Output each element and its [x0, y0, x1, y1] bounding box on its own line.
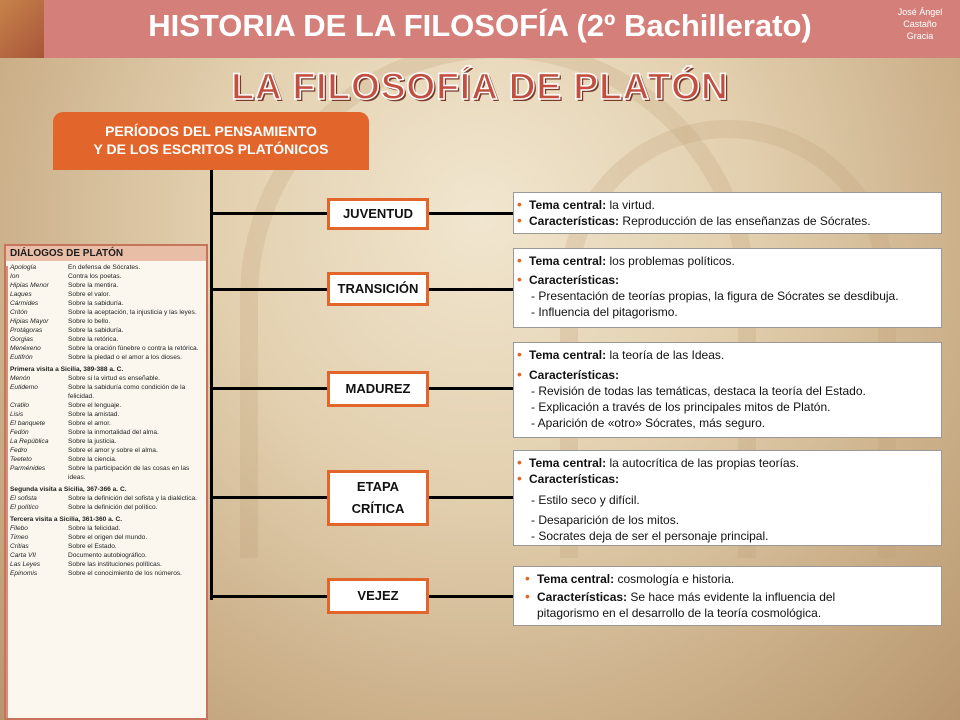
dialogue-description: Sobre la oración fúnebre o contra la retórica.	[68, 345, 199, 352]
dialogue-name: Cármides	[10, 300, 39, 307]
bullet-icon: •	[517, 271, 522, 287]
stage-etapa-critica: ETAPA CRÍTICA	[327, 470, 429, 526]
bullet-icon: •	[517, 366, 522, 382]
connector-line	[210, 387, 327, 390]
dialogue-name: Fedro	[10, 447, 28, 454]
dialogue-row	[10, 281, 202, 290]
dialogue-name: Teeteto	[10, 456, 32, 463]
dialogue-description: Sobre el conocimiento de los números.	[68, 570, 182, 577]
dialogos-panel	[4, 244, 208, 720]
dialogue-row	[10, 290, 202, 299]
author-name: José Ángel Castaño Gracia	[897, 7, 943, 41]
info-etapa-critica: • Tema central: la autocrítica de las propias teorías. • Características: - Estilo seco y difícil. - Desaparición de los mitos. - Socrates deja de ser el personaje principal.	[513, 450, 942, 546]
info-transicion: • Tema central: los problemas políticos. • Características: - Presentación de teorías propias, la figura de Sócrates se desdibuja. - Influencia del pitagorismo.	[513, 248, 942, 328]
dialogue-row	[10, 524, 202, 533]
timeline-trunk	[210, 170, 213, 600]
dialogue-row	[10, 299, 202, 308]
dialogue-row	[10, 410, 202, 419]
dialogue-row	[10, 446, 202, 455]
bullet-icon: •	[517, 454, 522, 470]
stage-juventud: JUVENTUD	[327, 198, 429, 230]
dialogue-description: Sobre la definición del sofista y la dialéctica.	[68, 495, 198, 502]
dialogue-name: Fedón	[10, 429, 29, 436]
dialogue-row	[10, 428, 202, 437]
dialogue-description: Sobre la sabiduría.	[68, 300, 124, 307]
dialogue-row	[10, 326, 202, 335]
dialogue-description: Sobre la inmortalidad del alma.	[68, 429, 159, 436]
dialogos-list	[6, 261, 206, 578]
dialogue-description: Sobre el origen del mundo.	[68, 534, 148, 541]
connector-line	[210, 496, 327, 499]
dialogue-description: Sobre el amor.	[68, 420, 111, 427]
dialogue-row	[10, 551, 202, 560]
dialogue-name: Gorgias	[10, 336, 34, 343]
dialogue-row	[10, 317, 202, 326]
dialogue-row	[10, 308, 202, 317]
stage-vejez: VEJEZ	[327, 578, 429, 614]
dialogue-name: La República	[10, 438, 49, 445]
stage-transicion: TRANSICIÓN	[327, 272, 429, 306]
dialogue-row	[10, 503, 202, 512]
dialogue-name: El banquete	[10, 420, 46, 427]
dialogue-row	[10, 401, 202, 410]
dialogue-description: Sobre la retórica.	[68, 336, 119, 343]
connector-line	[429, 387, 513, 390]
connector-line	[429, 212, 513, 215]
connector-line	[429, 595, 513, 598]
dialogue-name: Hipias Mayor	[10, 318, 49, 325]
dialogue-name: Critias	[10, 543, 29, 550]
dialogue-name: Eutidemo	[10, 384, 38, 391]
dialogue-description: Sobre la mentira.	[68, 282, 119, 289]
dialogue-description: Sobre la participación de las cosas en las ideas.	[68, 465, 190, 481]
dialogue-name: El sofista	[10, 495, 37, 502]
dialogue-name: Epinomis	[10, 570, 38, 577]
info-madurez: • Tema central: la teoría de las Ideas. • Características: - Revisión de todas las temáticas, destaca la teoría del Estado. - Explicación a través de los principales mitos de Platón. - Aparición de «otro» Sócrates, más seguro.	[513, 342, 942, 438]
section-heading: Segunda visita a Sicilia, 367-366 a. C.	[10, 486, 127, 493]
dialogue-name: Critón	[10, 309, 28, 316]
dialogue-description: Sobre la amistad.	[68, 411, 120, 418]
dialogue-name: Menón	[10, 375, 31, 382]
dialogue-row	[10, 494, 202, 503]
dialogue-description: Documento autobiográfico.	[68, 552, 147, 559]
dialogue-name: Ion	[10, 273, 20, 280]
bullet-icon: •	[525, 570, 530, 586]
dialogue-name: Cratilo	[10, 402, 30, 409]
dialogue-name: Timeo	[10, 534, 29, 541]
dialogue-name: El político	[10, 504, 39, 511]
dialogue-description: Sobre si la virtud es enseñable.	[68, 375, 161, 382]
dialogue-description: Sobre la definición del político.	[68, 504, 158, 511]
dialogue-name: Hipias Menor	[10, 282, 49, 289]
dialogue-name: Carta VII	[10, 552, 37, 559]
dialogue-description: Sobre la sabiduría como condición de la felicidad.	[68, 384, 186, 400]
course-title: HISTORIA DE LA FILOSOFÍA (2º Bachillerato)	[148, 8, 812, 43]
dialogue-name: Eutifrón	[10, 354, 33, 361]
dialogue-description: Sobre el Estado.	[68, 543, 117, 550]
dialogue-description: Sobre la justicia.	[68, 438, 117, 445]
dialogue-description: Sobre la felicidad.	[68, 525, 121, 532]
bullet-icon: •	[525, 588, 530, 604]
dialogue-row	[10, 353, 202, 362]
dialogue-description: Sobre las instituciones políticas.	[68, 561, 162, 568]
connector-line	[210, 288, 327, 291]
stage-madurez: MADUREZ	[327, 371, 429, 407]
dialogue-name: Las Leyes	[10, 561, 41, 568]
dialogue-description: Sobre la piedad o el amor a los dioses.	[68, 354, 182, 361]
dialogue-row	[10, 383, 202, 401]
dialogue-row	[10, 419, 202, 428]
section-heading: Tercera visita a Sicilia, 361-360 a. C.	[10, 516, 123, 523]
dialogue-row	[10, 542, 202, 551]
dialogue-row	[10, 560, 202, 569]
dialogue-row	[10, 335, 202, 344]
dialogue-description: Contra los poetas.	[68, 273, 122, 280]
bullet-icon: •	[517, 252, 522, 268]
dialogue-name: Protágoras	[10, 327, 43, 334]
bullet-icon: •	[517, 212, 522, 228]
connector-line	[210, 595, 327, 598]
bullet-icon: •	[517, 346, 522, 362]
bullet-icon: •	[517, 196, 522, 212]
dialogue-name: Menéxeno	[10, 345, 41, 352]
dialogue-description: En defensa de Sócrates.	[68, 264, 141, 271]
section-heading: Primera visita a Sicilia, 389-388 a. C.	[10, 366, 124, 373]
dialogue-name: Laques	[10, 291, 32, 298]
dialogue-name: Filebo	[10, 525, 28, 532]
header-bar	[0, 0, 960, 58]
dialogos-title: DIÁLOGOS DE PLATÓN	[6, 246, 206, 261]
info-juventud: • Tema central: la virtud. • Características: Reproducción de las enseñanzas de Sócrates.	[513, 192, 942, 234]
dialogue-row	[10, 263, 202, 272]
dialogue-description: Sobre el amor y sobre el alma.	[68, 447, 158, 454]
dialogue-description: Sobre el valor.	[68, 291, 111, 298]
periods-heading-box: PERÍODOS DEL PENSAMIENTO Y DE LOS ESCRITOS PLATÓNICOS	[53, 112, 369, 170]
bullet-icon: •	[517, 470, 522, 486]
connector-line	[429, 288, 513, 291]
dialogue-row	[10, 464, 202, 482]
dialogue-row	[10, 533, 202, 542]
dialogue-row	[10, 344, 202, 353]
dialogue-description: Sobre la aceptación, la injusticia y las leyes.	[68, 309, 197, 316]
dialogue-description: Sobre lo bello.	[68, 318, 111, 325]
dialogue-row	[10, 569, 202, 578]
dialogue-description: Sobre la sabiduría.	[68, 327, 124, 334]
dialogue-row	[10, 374, 202, 383]
dialogue-name: Apología	[10, 264, 37, 271]
dialogue-description: Sobre el lenguaje.	[68, 402, 122, 409]
dialogue-name: Lisis	[10, 411, 24, 418]
page-title: LA FILOSOFÍA DE PLATÓN	[231, 66, 729, 107]
dialogue-row	[10, 272, 202, 281]
dialogue-name: Parménides	[10, 465, 46, 472]
connector-line	[210, 212, 327, 215]
dialogue-row	[10, 437, 202, 446]
info-vejez: • Tema central: cosmología e historia. • Características: Se hace más evidente la influencia del pitagorismo en el desarrollo de la teoría cosmológica.	[513, 566, 942, 626]
dialogue-row	[10, 455, 202, 464]
dialogue-description: Sobre la ciencia.	[68, 456, 117, 463]
connector-line	[429, 496, 513, 499]
